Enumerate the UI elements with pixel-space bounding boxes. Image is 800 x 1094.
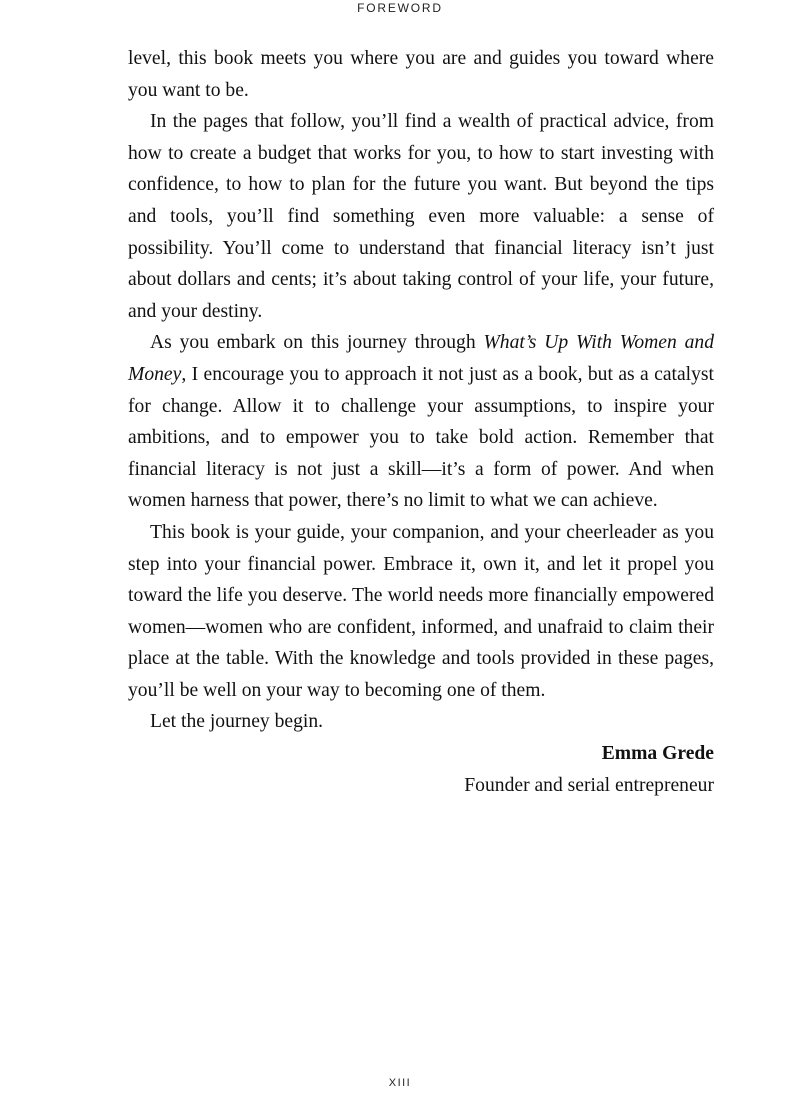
paragraph-guide: This book is your guide, your companion, and your cheerleader as you step into your financial power. Embrace it, own it, and let it propel you toward the life you deserve. The world needs more financially empowered women—women who are confident, informed, and unafraid to claim their place at the table. With the knowledge and tools provided in these pages, you’ll be well on your way to becoming one of them. <box>128 521 714 701</box>
paragraph-journey-rest: , I encourage you to approach it not just as a book, but as a catalyst for change. Allow it to challenge your assumptions, to inspire your ambitions, and to empower you to take bold action. Remember that financial literacy is not just a skill—it’s a form of power. And when women harness that power, there’s no limit to what we can achieve. <box>128 363 714 512</box>
paragraph-continuation: level, this book meets you where you are and guides you toward where you want to be. <box>128 48 714 101</box>
running-head: FOREWORD <box>357 1 443 15</box>
paragraph-practical-advice: In the pages that follow, you’ll find a wealth of practical advice, from how to create a budget that works for you, to how to start investing with confidence, to how to plan for the future you want. But beyond the tips and tools, you’ll find something even more valuable: a sense of possibility. You’ll come to understand that financial literacy isn’t just about dollars and cents; it’s about taking control of your life, your future, and your destiny. <box>128 111 714 322</box>
book-title: What’s Up With Women and Money <box>128 332 714 385</box>
page-number: XIII <box>388 1077 412 1089</box>
paragraph-closing: Let the journey begin. <box>150 711 324 733</box>
paragraph-journey-lead: As you embark on this journey through <box>150 332 484 354</box>
signature-name: Emma Grede <box>601 743 714 765</box>
paragraph-journey <box>128 327 714 517</box>
body-text <box>128 43 714 801</box>
signature-title: Founder and serial entrepreneur <box>464 774 714 796</box>
